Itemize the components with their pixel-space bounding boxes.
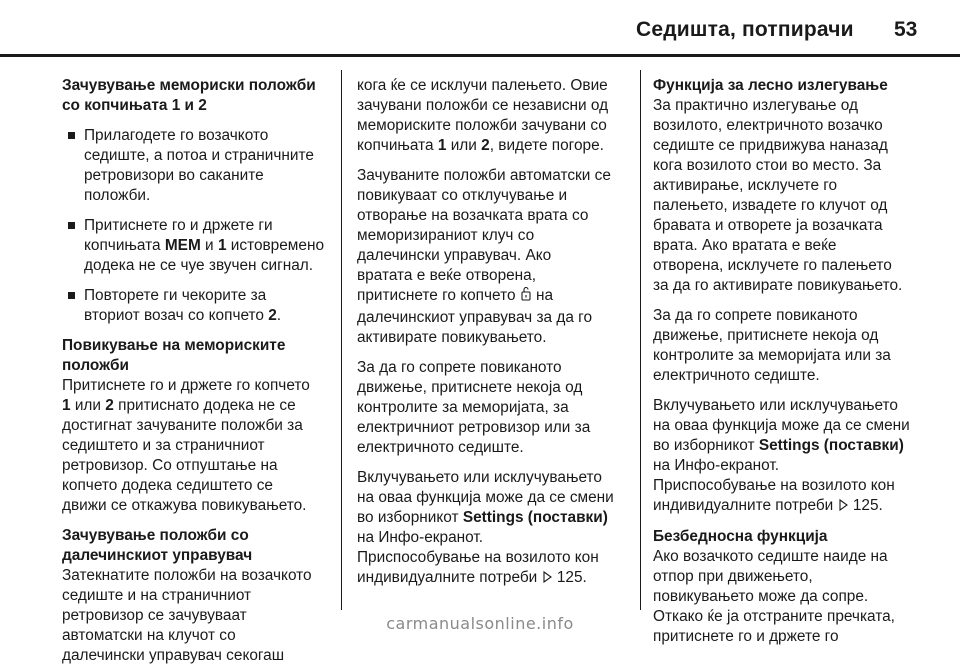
section-heading-easy-exit: Функција за лесно излегување xyxy=(653,77,888,94)
bullet-icon xyxy=(68,132,75,139)
page-reference[interactable]: 125 xyxy=(852,497,879,514)
paragraph-stop: За да го сопрете повиканото движење, притиснете некоја од контролите за меморијата или за електричното седиште. xyxy=(653,307,891,384)
paragraph-independent: кога ќе се исклучи палењето. Овие зачувани положби се независни од мемориските положби зачувани со копчињата 1 или 2, видете погоре. xyxy=(357,77,609,154)
list-item: Повторете ги чекорите за вториот возач со копчето 2. xyxy=(62,286,332,326)
paragraph-stop: За да го сопрете повиканото движење, притиснете некоја од контролите за меморијата, за електричниот ретровизор или за електричното седиште. xyxy=(357,359,591,456)
column-middle xyxy=(357,76,629,589)
paragraph-auto-recall: Зачуваните положби автоматски се повикуваат со отклучување и отворање на возачката врата со меморизираниот клуч со далечински управувач. Ако вратата е веќе отворена, притиснете го копчето на далечинскиот управувач за да го активирате повикувањето. xyxy=(357,167,611,346)
mem-button-label: MEM xyxy=(164,237,201,254)
section-heading-save-memory: Зачувување мемориски положби со копчињата 1 и 2 xyxy=(62,77,316,114)
section-heading-recall: Повикување на мемориските положби xyxy=(62,337,286,374)
header-rule xyxy=(0,54,960,57)
bullet-icon xyxy=(68,292,75,299)
page-reference-icon xyxy=(543,569,552,589)
page-number: 53 xyxy=(894,18,918,41)
paragraph-settings: Вклучувањето или исклучувањето на оваа функција може да се смени во изборникот Settings (поставки) на Инфо-екранот. Приспособување на возилото кон индивидуалните потреби 125. xyxy=(653,396,923,517)
paragraph-safety: Ако возачкото седиште наиде на отпор при движењето, повикувањето може да сопре. Откако ќе ја отстраните пречката, притиснете го и држете го xyxy=(653,548,895,645)
paragraph-remote: Затекнатите положби на возачкото седиште и на страничниот ретровизор се зачувуваат автоматски на клучот со далечински управувач секогаш xyxy=(62,567,312,664)
page-reference-icon xyxy=(839,497,848,517)
paragraph-settings: Вклучувањето или исклучувањето на оваа функција може да се смени во изборникот Settings (поставки) на Инфо-екранот. Приспособување на возилото кон индивидуалните потреби 125. xyxy=(357,468,629,589)
section-heading-remote: Зачувување положби со далечинскиот управувач xyxy=(62,527,253,564)
unlock-key-icon xyxy=(520,286,532,308)
column-divider-left xyxy=(341,70,342,610)
page-title: Седишта, потпирачи xyxy=(636,18,854,41)
bullet-icon xyxy=(68,222,75,229)
column-left xyxy=(62,76,332,666)
column-right xyxy=(653,76,923,647)
paragraph-easy-exit: За практично излегување од возилото, електричното возачко седиште се придвижува наназад кога возилото стои во место. За активирање, исклучете го палењето, извадете го клучот од бравата и отворете ја возачката врата. Ако вратата е веќе отворена, исклучете го палењето за да го активирате повикувањето. xyxy=(653,97,903,294)
paragraph-recall: Притиснете го и држете го копчето 1 или 2 притиснато додека не се достигнат зачуваните положби за седиштето и за страничниот ретровизор. Со отпуштање на копчето додека седиштето се движи се откажува повикувањето. xyxy=(62,377,310,514)
section-heading-safety: Безбедносна функција xyxy=(653,528,828,545)
settings-menu-label: Settings (поставки) xyxy=(462,509,608,526)
column-divider-right xyxy=(640,70,641,610)
settings-menu-label: Settings (поставки) xyxy=(758,437,904,454)
list-item: Прилагодете го возачкото седиште, а потоа и страничните ретровизори во саканите положби. xyxy=(62,126,332,206)
page-reference[interactable]: 125 xyxy=(556,569,583,586)
watermark: carmanualsonline.info xyxy=(386,614,574,633)
list-item: Притиснете го и држете ги копчињата MEM и 1 истовремено додека не се чуе звучен сигнал. xyxy=(62,216,332,276)
